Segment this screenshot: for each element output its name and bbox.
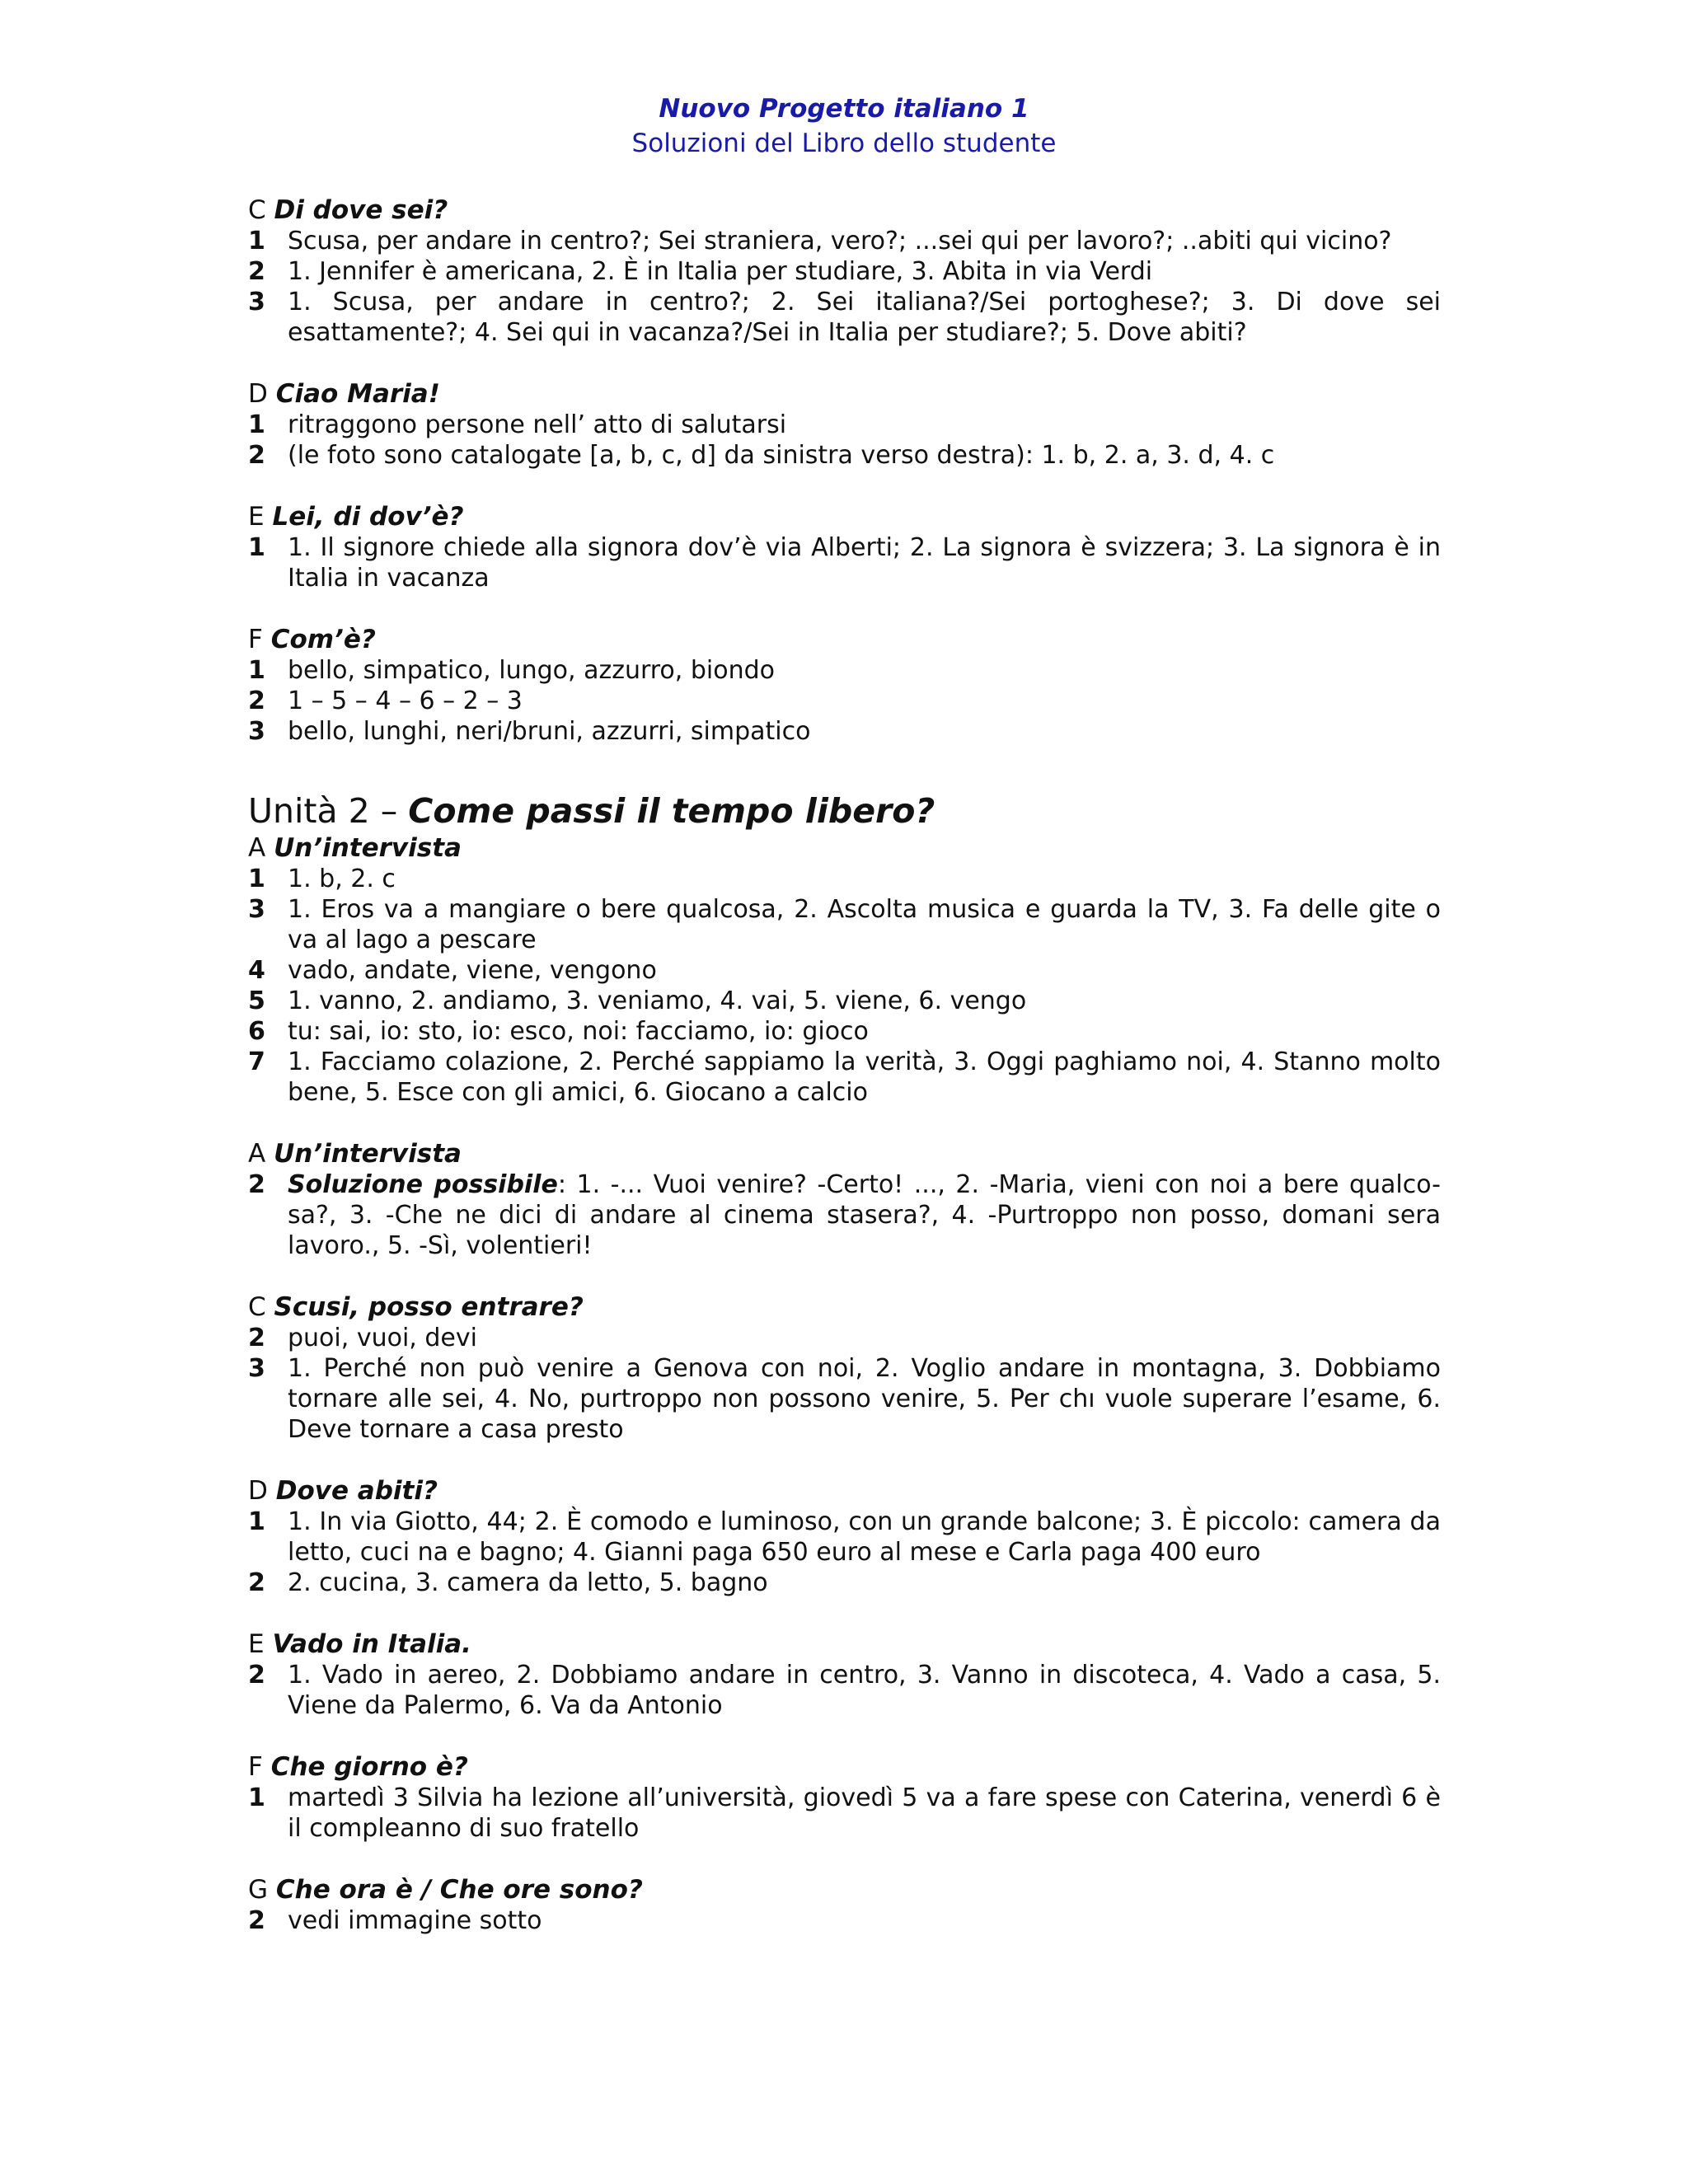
section-letter: C [248,195,266,225]
section-letter: C [248,1292,266,1322]
answer-body: bello, simpatico, lungo, azzurro, biondo [288,656,776,685]
answer-body: 1. vanno, 2. andiamo, 3. veniamo, 4. vai, 5. viene, 6. vengo [288,987,1027,1015]
answer-emphasis: Soluzione possibile [288,1170,558,1199]
answer-body: martedì 3 Silvia ha lezione all’università, giovedì 5 va a fare spese con Caterina, venerdì 6 è il compleanno di suo fratello [288,1783,1441,1843]
answer-body: 1. Facciamo colazione, 2. Perché sappiamo la verità, 3. Oggi paghiamo noi, 4. Stanno molto bene, 5. Esce con gli amici, 6. Giocano a calcio [288,1047,1441,1107]
exercise-section [248,1874,1441,1936]
answer-body: 1. Eros va a mangiare o bere qualcosa, 2. Ascolta musica e guarda la TV, 3. Fa delle gite o va al lago a pescare [288,895,1441,954]
answer-text [288,1016,1441,1047]
exercise-section [248,1138,1441,1261]
answer-item [248,864,1441,894]
section-title: Che ora è / Che ore sono? [275,1875,643,1905]
answer-text [288,532,1441,593]
section-heading [248,1138,1441,1169]
answer-number: 2 [248,1324,265,1352]
exercise-section [248,194,1441,348]
answer-item [248,955,1441,986]
answer-number: 4 [248,956,265,985]
section-heading [248,624,1441,655]
section-heading [248,194,1441,226]
answer-body: tu: sai, io: sto, io: esco, noi: facciamo, io: gioco [288,1017,869,1046]
answer-item [248,894,1441,955]
answer-body: 1. b, 2. c [288,865,396,893]
section-letter: G [248,1875,269,1905]
answer-number: 3 [248,717,265,746]
section-title: Vado in Italia. [272,1629,471,1659]
answer-item [248,410,1441,440]
answer-body: 2. cucina, 3. camera da letto, 5. bagno [288,1568,768,1597]
answer-item [248,287,1441,348]
answer-item [248,440,1441,471]
answer-body: vado, andate, viene, vengono [288,956,657,985]
answer-body: vedi immagine sotto [288,1906,542,1935]
answer-text [288,1660,1441,1721]
answer-item [248,1016,1441,1047]
section-letter: F [248,1752,263,1782]
answer-text [288,1047,1441,1108]
unit-2-sections [248,832,1441,1936]
answer-body: 1. Vado in aereo, 2. Dobbiamo andare in centro, 3. Vanno in discoteca, 4. Vado a casa, 5. Viene da Palermo, 6. Va da Antonio [288,1661,1441,1720]
answer-body: ritraggono persone nell’ atto di salutarsi [288,410,787,439]
answer-item [248,986,1441,1016]
section-heading [248,1291,1441,1323]
section-title: Un’intervista [274,833,462,863]
unit-heading-title: Come passi il tempo libero? [408,791,935,831]
section-heading [248,501,1441,532]
answer-body: 1. Scusa, per andare in centro?; 2. Sei italiana?/Sei portoghese?; 3. Di dove sei esattamente?; 4. Sei qui in vacanza?/Sei in Italia per studiare?; 5. Dove abiti? [288,288,1441,347]
answer-number: 2 [248,1568,265,1597]
answer-number: 1 [248,410,265,439]
section-title: Com’è? [270,625,376,654]
answer-item [248,655,1441,686]
answer-number: 3 [248,1354,265,1383]
exercise-section [248,501,1441,593]
section-letter: E [248,1629,265,1659]
exercise-section [248,1291,1441,1445]
answer-body: (le foto sono catalogate [a, b, c, d] da sinistra verso destra): 1. b, 2. a, 3. d, 4. c [288,441,1275,470]
answer-text [288,1169,1441,1261]
answer-number: 1 [248,656,265,685]
answer-number: 2 [248,687,265,715]
answer-text [288,1783,1441,1844]
answer-number: 3 [248,288,265,316]
section-title: Lei, di dov’è? [272,502,464,532]
answer-number: 1 [248,865,265,893]
answer-number: 6 [248,1017,265,1046]
section-heading [248,1874,1441,1905]
answer-number: 5 [248,987,265,1015]
section-letter: F [248,625,263,654]
answer-text [288,1905,1441,1936]
section-letter: A [248,1139,266,1169]
unit-heading [248,791,1441,831]
answer-number: 1 [248,1507,265,1536]
answer-item [248,1169,1441,1261]
answer-item [248,1783,1441,1844]
answer-number: 1 [248,227,265,255]
answer-item [248,256,1441,287]
answer-text [288,287,1441,348]
answer-text [288,226,1441,256]
answer-body: bello, lunghi, neri/bruni, azzurri, simpatico [288,717,811,746]
answer-body: 1. Jennifer è americana, 2. È in Italia per studiare, 3. Abita in via Verdi [288,257,1153,286]
answer-item [248,1323,1441,1353]
answer-text [288,1323,1441,1353]
answer-body: 1. In via Giotto, 44; 2. È comodo e luminoso, con un grande balcone; 3. È piccolo: camera da letto, cuci na e bagno; 4. Gianni paga 650 euro al mese e Carla paga 400 euro [288,1507,1441,1567]
exercise-section [248,1475,1441,1598]
section-heading [248,1475,1441,1507]
answer-item [248,532,1441,593]
answer-item [248,1353,1441,1445]
answer-body: 1 – 5 – 4 – 6 – 2 – 3 [288,687,523,715]
section-letter: D [248,379,268,409]
exercise-section [248,378,1441,471]
answer-text [288,1507,1441,1568]
answer-item [248,1047,1441,1108]
document-title: Nuovo Progetto italiano 1 [659,94,1029,124]
answer-body: 1. Il signore chiede alla signora dov’è via Alberti; 2. La signora è svizzera; 3. La signora è in Italia in vacanza [288,533,1441,593]
answer-text [288,955,1441,986]
answer-number: 7 [248,1047,265,1076]
answer-number: 2 [248,441,265,470]
section-title: Un’intervista [274,1139,462,1169]
section-letter: D [248,1476,268,1506]
document-subtitle: Soluzioni del Libro dello studente [631,129,1057,158]
unit-heading-prefix: Unità 2 – [248,791,409,831]
answer-item [248,1660,1441,1721]
answer-text [288,1568,1441,1598]
section-heading [248,832,1441,864]
section-title: Scusi, posso entrare? [274,1292,584,1322]
answer-number: 1 [248,1783,265,1812]
section-title: Di dove sei? [274,195,448,225]
answer-body: puoi, vuoi, devi [288,1324,477,1352]
answer-item [248,686,1441,716]
answer-body: 1. Perché non può venire a Genova con noi, 2. Voglio andare in montagna, 3. Dobbiamo tornare alle sei, 4. No, purtroppo non possono venire, 5. Per chı vuole superare l’esame, 6. Deve tornare a casa presto [288,1354,1441,1444]
answer-item [248,1905,1441,1936]
answer-text [288,410,1441,440]
answer-text [288,986,1441,1016]
answer-text [288,864,1441,894]
answer-text [288,686,1441,716]
answer-item [248,1568,1441,1598]
answer-text [288,256,1441,287]
exercise-section [248,1629,1441,1721]
answer-item [248,716,1441,747]
section-letter: E [248,502,265,532]
answer-item [248,1507,1441,1568]
answer-text [288,440,1441,471]
solutions-content [248,194,1441,1966]
answer-text [288,716,1441,747]
answer-number: 2 [248,1906,265,1935]
answer-number: 3 [248,895,265,924]
answer-number: 2 [248,1661,265,1690]
answer-body: Scusa, per andare in centro?; Sei straniera, vero?; ...sei qui per lavoro?; ..abiti qui vicino? [288,227,1392,255]
section-heading [248,378,1441,410]
section-heading [248,1629,1441,1660]
exercise-section [248,624,1441,747]
answer-text [288,894,1441,955]
section-title: Dove abiti? [275,1476,438,1506]
section-title: Ciao Maria! [275,379,440,409]
answer-body: : 1. -... Vuoi venire? -Certo! ..., 2. -Maria, vieni con noi a bere qualco-sa?, 3. -Che ne dici di andare al cinema stasera?, 4. -Purtroppo non posso, domani sera lavoro., 5. -Sì, volentieri! [288,1170,1441,1260]
answer-text [288,655,1441,686]
section-heading [248,1751,1441,1783]
answer-number: 1 [248,533,265,562]
unit-1-sections [248,194,1441,747]
exercise-section [248,832,1441,1108]
answer-item [248,226,1441,256]
exercise-section [248,1751,1441,1844]
answer-number: 2 [248,1170,265,1199]
answer-text [288,1353,1441,1445]
section-letter: A [248,833,266,863]
section-title: Che giorno è? [270,1752,468,1782]
answer-number: 2 [248,257,265,286]
